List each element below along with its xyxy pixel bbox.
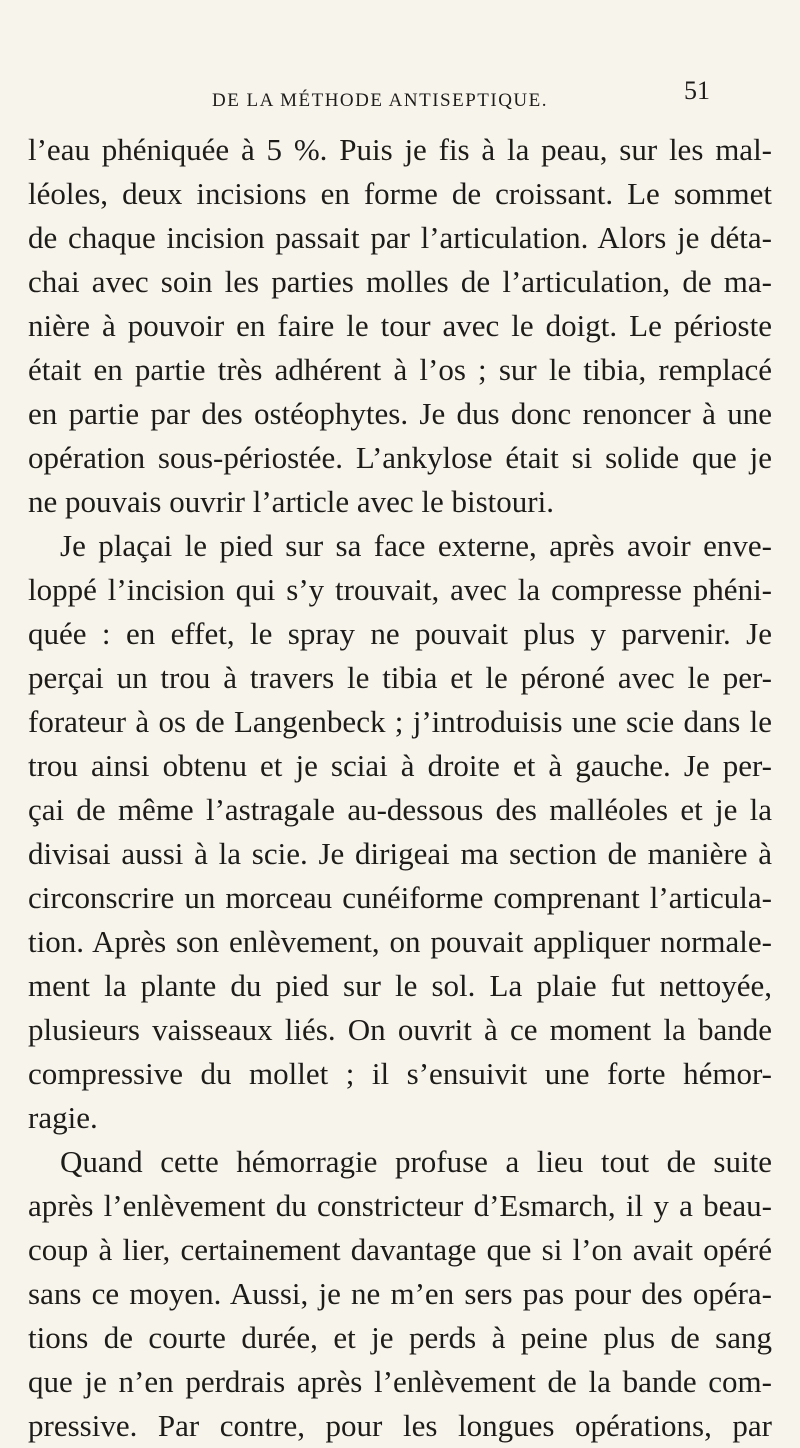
text-line: l’eau phéniquée à 5 %. Puis je fis à la peau, sur les mal-: [28, 132, 772, 167]
text-line: sans ce moyen. Aussi, je ne m’en sers pas pour des opéra-: [28, 1276, 772, 1311]
text-line: forateur à os de Langenbeck ; j’introduisis une scie dans le: [28, 704, 772, 739]
text-line: de chaque incision passait par l’articulation. Alors je déta-: [28, 220, 772, 255]
text-line: ragie.: [28, 1100, 98, 1135]
text-line: léoles, deux incisions en forme de croissant. Le sommet: [28, 176, 772, 211]
text-line: ment la plante du pied sur le sol. La plaie fut nettoyée,: [28, 968, 772, 1003]
text-line: opération sous-périostée. L’ankylose était si solide que je: [28, 440, 772, 475]
page-number: 51: [684, 76, 710, 105]
text-line: circonscrire un morceau cunéiforme comprenant l’articula-: [28, 880, 772, 915]
text-line: coup à lier, certainement davantage que si l’on avait opéré: [28, 1232, 772, 1267]
text-line: que je n’en perdrais après l’enlèvement de la bande com-: [28, 1364, 772, 1399]
text-line: après l’enlèvement du constricteur d’Esmarch, il y a beau-: [28, 1188, 772, 1223]
running-head: [0, 76, 800, 130]
text-line: ne pouvais ouvrir l’article avec le bistouri.: [28, 484, 554, 519]
text-line: loppé l’incision qui s’y trouvait, avec la compresse phéni-: [28, 572, 772, 607]
text-line: Quand cette hémorragie profuse a lieu tout de suite: [60, 1144, 772, 1179]
text-line: tions de courte durée, et je perds à peine plus de sang: [28, 1320, 772, 1355]
text-line: tion. Après son enlèvement, on pouvait appliquer normale-: [28, 924, 772, 959]
text-line: compressive du mollet ; il s’ensuivit une forte hémor-: [28, 1056, 772, 1091]
text-line: quée : en effet, le spray ne pouvait plus y parvenir. Je: [28, 616, 772, 651]
text-line: nière à pouvoir en faire le tour avec le doigt. Le périoste: [28, 308, 772, 343]
text-line: perçai un trou à travers le tibia et le péroné avec le per-: [28, 660, 772, 695]
running-title: DE LA MÉTHODE ANTISEPTIQUE.: [211, 90, 549, 111]
text-line: çai de même l’astragale au-dessous des malléoles et je la: [28, 792, 772, 827]
body-text: [28, 128, 772, 1448]
text-line: en partie par des ostéophytes. Je dus donc renoncer à une: [28, 396, 772, 431]
text-line: trou ainsi obtenu et je sciai à droite et à gauche. Je per-: [28, 748, 772, 783]
text-line: chai avec soin les parties molles de l’articulation, de ma-: [28, 264, 772, 299]
text-line: plusieurs vaisseaux liés. On ouvrit à ce moment la bande: [28, 1012, 772, 1047]
text-line: Je plaçai le pied sur sa face externe, après avoir enve-: [60, 528, 772, 563]
text-line: était en partie très adhérent à l’os ; sur le tibia, remplacé: [28, 352, 772, 387]
text-line: pressive. Par contre, pour les longues opérations, par: [28, 1408, 772, 1443]
text-line: divisai aussi à la scie. Je dirigeai ma section de manière à: [28, 836, 772, 871]
